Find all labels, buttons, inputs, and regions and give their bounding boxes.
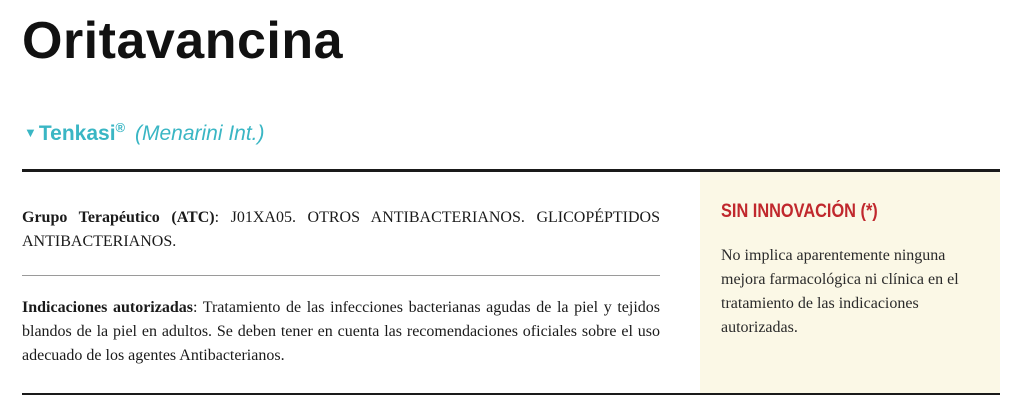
indications-separator: : — [192, 299, 198, 316]
brand-name: Tenkasi — [38, 122, 116, 145]
indications-label: Indicaciones autorizadas — [22, 299, 193, 316]
indications-paragraph — [22, 296, 660, 368]
bottom-divider — [22, 393, 1000, 395]
manufacturer: (Menarini Int.) — [134, 122, 265, 145]
rating-heading: SIN INNOVACIÓN (*) — [721, 201, 878, 222]
section-divider — [22, 275, 660, 276]
indications-value: Tratamiento de las infecciones bacterianas agudas de la piel y tejidos blandos de la piel en adultos. Se deben tener en cuenta las recomendaciones oficiales sobre el uso adecuado de los agentes Antibacterianos. — [22, 299, 661, 364]
black-triangle-icon: ▼ — [24, 125, 37, 140]
atc-value: J01XA05. OTROS ANTIBACTERIANOS. GLICOPÉPTIDOS ANTIBACTERIANOS. — [22, 209, 660, 250]
atc-paragraph — [22, 206, 660, 254]
brand-line — [24, 114, 265, 148]
registered-mark: ® — [115, 120, 126, 135]
drug-title: Oritavancina — [22, 12, 344, 70]
innovation-rating-panel — [700, 172, 1000, 393]
atc-separator: : — [214, 209, 220, 226]
rating-description: No implica aparentemente ninguna mejora farmacológica ni clínica en el tratamiento de las indicaciones autorizadas. — [721, 247, 959, 336]
atc-label: Grupo Terapéutico (ATC) — [22, 209, 215, 226]
